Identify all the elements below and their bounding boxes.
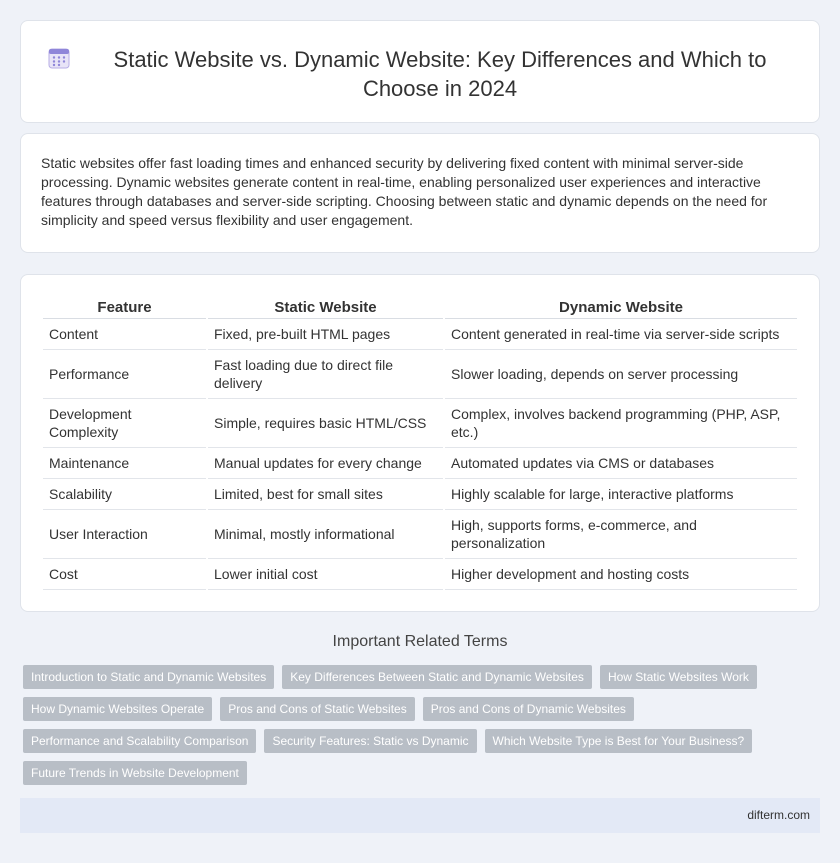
table-cell-static: Fast loading due to direct file delivery	[208, 350, 443, 399]
table-cell-feature: Scalability	[43, 479, 206, 510]
table-cell-feature: Cost	[43, 559, 206, 590]
related-term-tag[interactable]: Pros and Cons of Dynamic Websites	[423, 697, 634, 721]
comparison-table-card	[20, 274, 820, 612]
footer	[20, 798, 820, 833]
related-terms-heading: Important Related Terms	[332, 633, 508, 650]
related-term-tag[interactable]: Security Features: Static vs Dynamic	[264, 729, 476, 753]
table-cell-dynamic: Complex, involves backend programming (PHP, ASP, etc.)	[445, 399, 797, 448]
intro-card	[20, 133, 820, 253]
table-cell-dynamic: Higher development and hosting costs	[445, 559, 797, 590]
table-cell-static: Fixed, pre-built HTML pages	[208, 319, 443, 350]
table-cell-dynamic: Automated updates via CMS or databases	[445, 448, 797, 479]
related-term-tag[interactable]: Which Website Type is Best for Your Business?	[485, 729, 753, 753]
table-cell-feature: Performance	[43, 350, 206, 399]
table-row	[43, 350, 797, 399]
title-card	[20, 20, 820, 123]
table-header-row	[43, 297, 797, 319]
related-term-tag[interactable]: Future Trends in Website Development	[23, 761, 247, 785]
column-header-dynamic: Dynamic Website	[445, 297, 797, 319]
related-term-tag[interactable]: How Static Websites Work	[600, 665, 757, 689]
table-cell-dynamic: Content generated in real-time via server-side scripts	[445, 319, 797, 350]
footer-site-link[interactable]: difterm.com	[747, 808, 810, 822]
intro-paragraph: Static websites offer fast loading times and enhanced security by delivering fixed content with minimal server-side processing. Dynamic websites generate content in real-time, enabling personalized user experiences and interactive features through databases and server-side scripting. Choosing between static and dynamic depends on the need for simplicity and speed versus flexibility and user engagement.	[41, 155, 768, 228]
table-cell-static: Manual updates for every change	[208, 448, 443, 479]
related-term-tag[interactable]: Introduction to Static and Dynamic Websites	[23, 665, 274, 689]
table-cell-static: Lower initial cost	[208, 559, 443, 590]
comparison-table	[41, 297, 799, 590]
table-row	[43, 559, 797, 590]
column-header-static: Static Website	[208, 297, 443, 319]
table-cell-feature: Development Complexity	[43, 399, 206, 448]
table-row	[43, 510, 797, 559]
table-cell-feature: User Interaction	[43, 510, 206, 559]
table-row	[43, 448, 797, 479]
related-term-tag[interactable]: Performance and Scalability Comparison	[23, 729, 256, 753]
page-title: Static Website vs. Dynamic Website: Key Differences and Which to Choose in 2024	[113, 47, 767, 101]
table-cell-static: Simple, requires basic HTML/CSS	[208, 399, 443, 448]
related-term-tag[interactable]: How Dynamic Websites Operate	[23, 697, 212, 721]
table-cell-static: Minimal, mostly informational	[208, 510, 443, 559]
related-terms-list	[23, 665, 783, 785]
table-row	[43, 479, 797, 510]
table-cell-feature: Maintenance	[43, 448, 206, 479]
table-cell-dynamic: Slower loading, depends on server processing	[445, 350, 797, 399]
table-row	[43, 319, 797, 350]
table-cell-dynamic: Highly scalable for large, interactive platforms	[445, 479, 797, 510]
related-term-tag[interactable]: Pros and Cons of Static Websites	[220, 697, 415, 721]
column-header-feature: Feature	[43, 297, 206, 319]
table-cell-feature: Content	[43, 319, 206, 350]
related-term-tag[interactable]: Key Differences Between Static and Dynamic Websites	[282, 665, 592, 689]
table-cell-dynamic: High, supports forms, e-commerce, and personalization	[445, 510, 797, 559]
table-row	[43, 399, 797, 448]
table-cell-static: Limited, best for small sites	[208, 479, 443, 510]
